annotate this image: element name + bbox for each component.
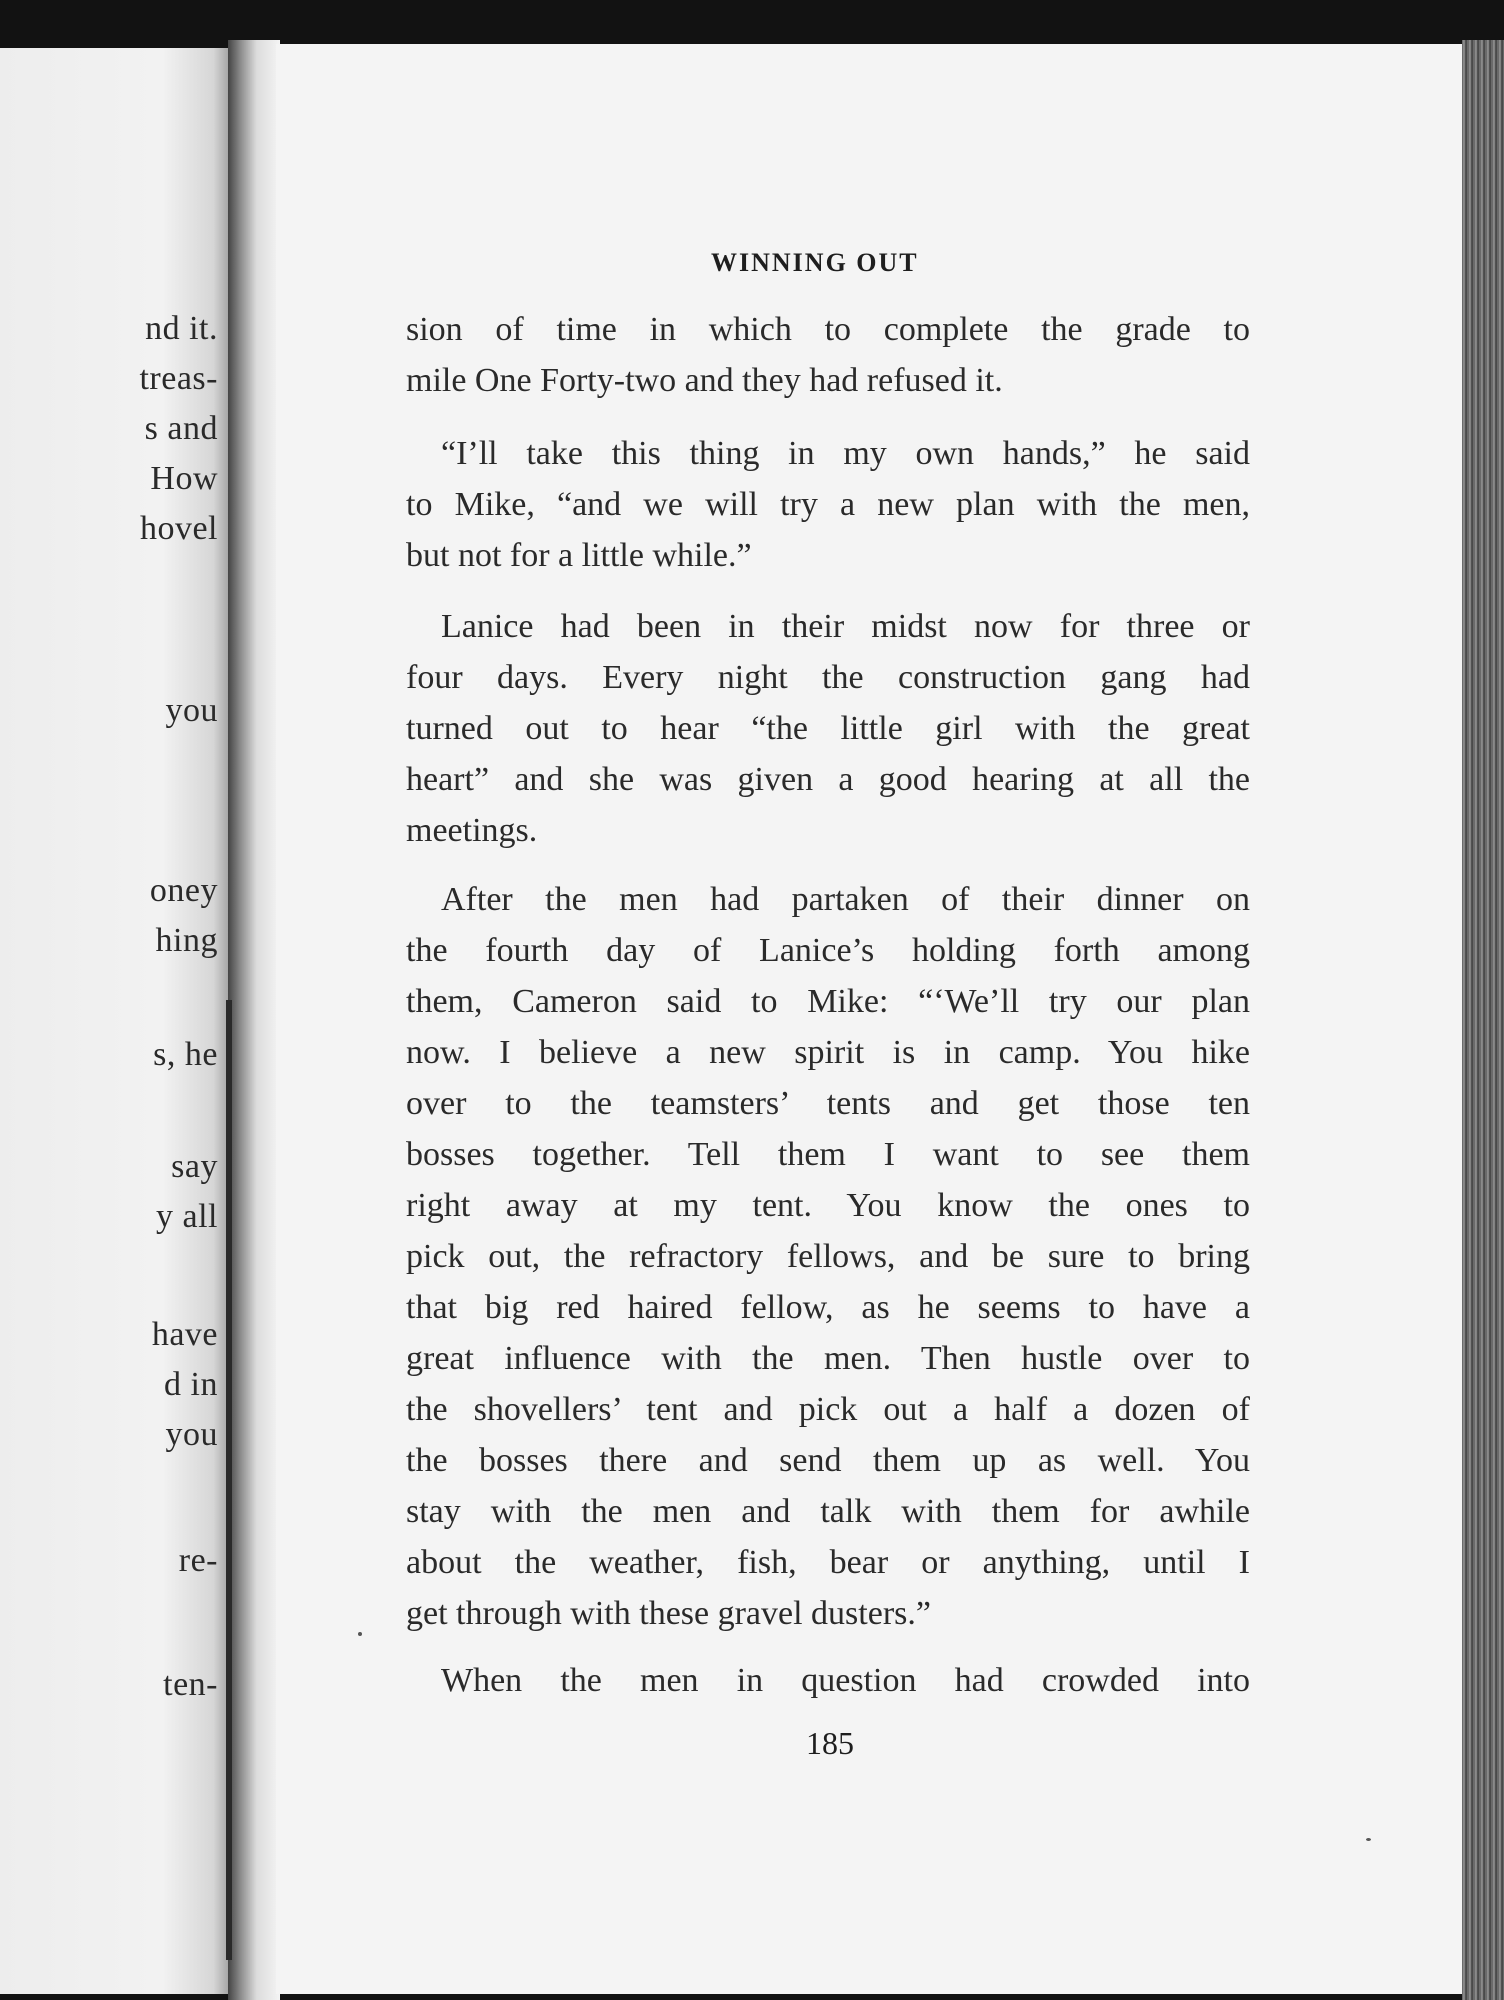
- text-line: the shovellers’ tent and pick out a half a dozen of: [406, 1391, 1250, 1428]
- left-page-fragment: have: [151, 1316, 218, 1353]
- text-line: After the men had partaken of their dinner on: [441, 881, 1250, 918]
- text-line: the bosses there and send them up as well. You: [406, 1442, 1250, 1479]
- text-line: “I’ll take this thing in my own hands,” he said: [441, 435, 1250, 472]
- text-line: now. I believe a new spirit is in camp. You hike: [406, 1034, 1250, 1071]
- text-line: right away at my tent. You know the ones to: [406, 1187, 1250, 1224]
- book-gutter: [228, 40, 280, 2000]
- left-page-fragment: you: [165, 1416, 218, 1453]
- text-line: bosses together. Tell them I want to see them: [406, 1136, 1250, 1173]
- left-page-fragment: treas-: [139, 360, 218, 397]
- text-line: stay with the men and talk with them for awhile: [406, 1493, 1250, 1530]
- text-line: sion of time in which to complete the grade to: [406, 311, 1250, 348]
- left-page-fragment: re-: [178, 1542, 218, 1579]
- text-line: four days. Every night the construction gang had: [406, 659, 1250, 696]
- left-page-fragment: you: [165, 692, 218, 729]
- text-line: pick out, the refractory fellows, and be sure to bring: [406, 1238, 1250, 1275]
- gutter-shadow: [226, 1000, 232, 1960]
- left-page-fragment: How: [150, 460, 218, 497]
- left-page-fragment: y all: [156, 1198, 218, 1235]
- text-line: them, Cameron said to Mike: “‘We’ll try our plan: [406, 983, 1250, 1020]
- page-fore-edge: [1462, 40, 1504, 2000]
- paper-speck: [358, 1632, 362, 1636]
- running-head: WINNING OUT: [711, 248, 919, 277]
- left-page-fragment: ten-: [163, 1666, 218, 1703]
- text-line: Lanice had been in their midst now for three or: [441, 608, 1250, 645]
- left-page-fragment: hovel: [139, 510, 218, 547]
- text-line: When the men in question had crowded into: [441, 1662, 1250, 1699]
- text-line: great influence with the men. Then hustle over to: [406, 1340, 1250, 1377]
- paper-speck: [1366, 1838, 1371, 1841]
- text-line: over to the teamsters’ tents and get those ten: [406, 1085, 1250, 1122]
- text-line: get through with these gravel dusters.”: [406, 1595, 931, 1632]
- text-line: about the weather, fish, bear or anything, until I: [406, 1544, 1250, 1581]
- left-page-fragment: s and: [144, 410, 218, 447]
- left-page-fragment: say: [171, 1148, 218, 1185]
- left-page-fragment: nd it.: [145, 310, 218, 347]
- text-line: mile One Forty-two and they had refused it.: [406, 362, 1003, 399]
- text-line: turned out to hear “the little girl with the great: [406, 710, 1250, 747]
- text-line: to Mike, “and we will try a new plan with the men,: [406, 486, 1250, 523]
- text-line: heart” and she was given a good hearing at all the: [406, 761, 1250, 798]
- left-page-fragment: hing: [155, 922, 218, 959]
- left-page-fragment: d in: [164, 1366, 218, 1403]
- text-line: the fourth day of Lanice’s holding forth among: [406, 932, 1250, 969]
- text-line: but not for a little while.”: [406, 537, 752, 574]
- page-number: 185: [806, 1725, 854, 1761]
- left-page-fragment: oney: [149, 872, 218, 909]
- left-page-fragment: s, he: [153, 1036, 218, 1073]
- text-line: that big red haired fellow, as he seems to have a: [406, 1289, 1250, 1326]
- left-page: [0, 48, 232, 1994]
- text-line: meetings.: [406, 812, 538, 849]
